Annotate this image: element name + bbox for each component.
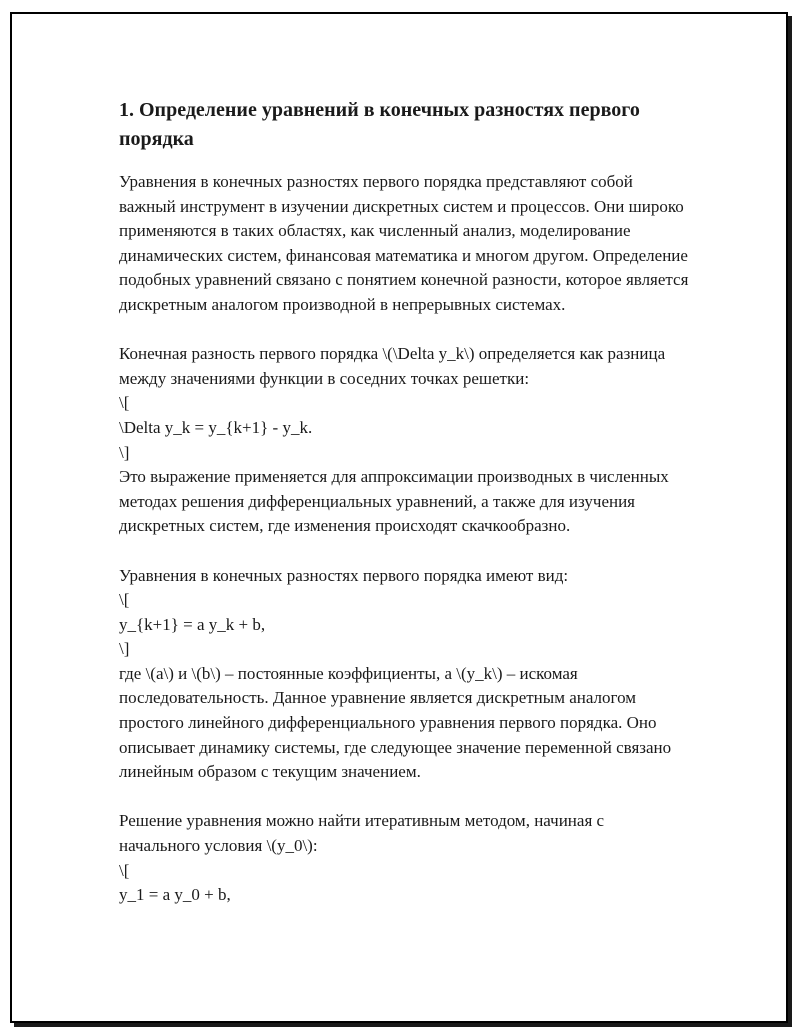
paragraph-equation-form: Уравнения в конечных разностях первого порядка имеют вид: \[ y_{k+1} = a y_k + b, \] где \(a\) и \(b\) – постоянные коэффициенты, а \(y_k\) – искомая последовательность. Данное уравнение является дискретным аналогом простого линейного дифференциального уравнения первого порядка. Оно описывает динамику системы, где следующее значение переменной связано линейным образом с текущим значением. — [119, 565, 672, 782]
paragraph-intro: Уравнения в конечных разностях первого порядка представляют собой важный инструмент в изучении дискретных систем и процессов. Они широко применяются в таких областях, как численный анализ, моделирование динамических систем, финансовая математика и многом другом. Определение подобных уравнений связано с понятием конечной разности, которое является дискретным аналогом производной в непрерывных системах. — [119, 172, 689, 314]
paragraph-iterative-solution: Решение уравнения можно найти итеративным методом, начиная с начального условия \(y_0\): \[ y_1 = a y_0 + b, — [119, 811, 605, 905]
section-heading: 1. Определение уравнений в конечных разностях первого порядка — [119, 99, 640, 150]
paragraph-finite-difference: Конечная разность первого порядка \(\Delta y_k\) определяется как разница между значениями функции в соседних точках решетки: \[ \Delta y_k = y_{k+1} - y_k. \] Это выражение применяется для аппроксимации производных в численных методах решения дифференциальных уравнений, а также для изучения дискретных систем, где изменения происходят скачкообразно. — [119, 344, 669, 536]
page — [10, 12, 788, 1023]
document-body — [119, 96, 689, 932]
